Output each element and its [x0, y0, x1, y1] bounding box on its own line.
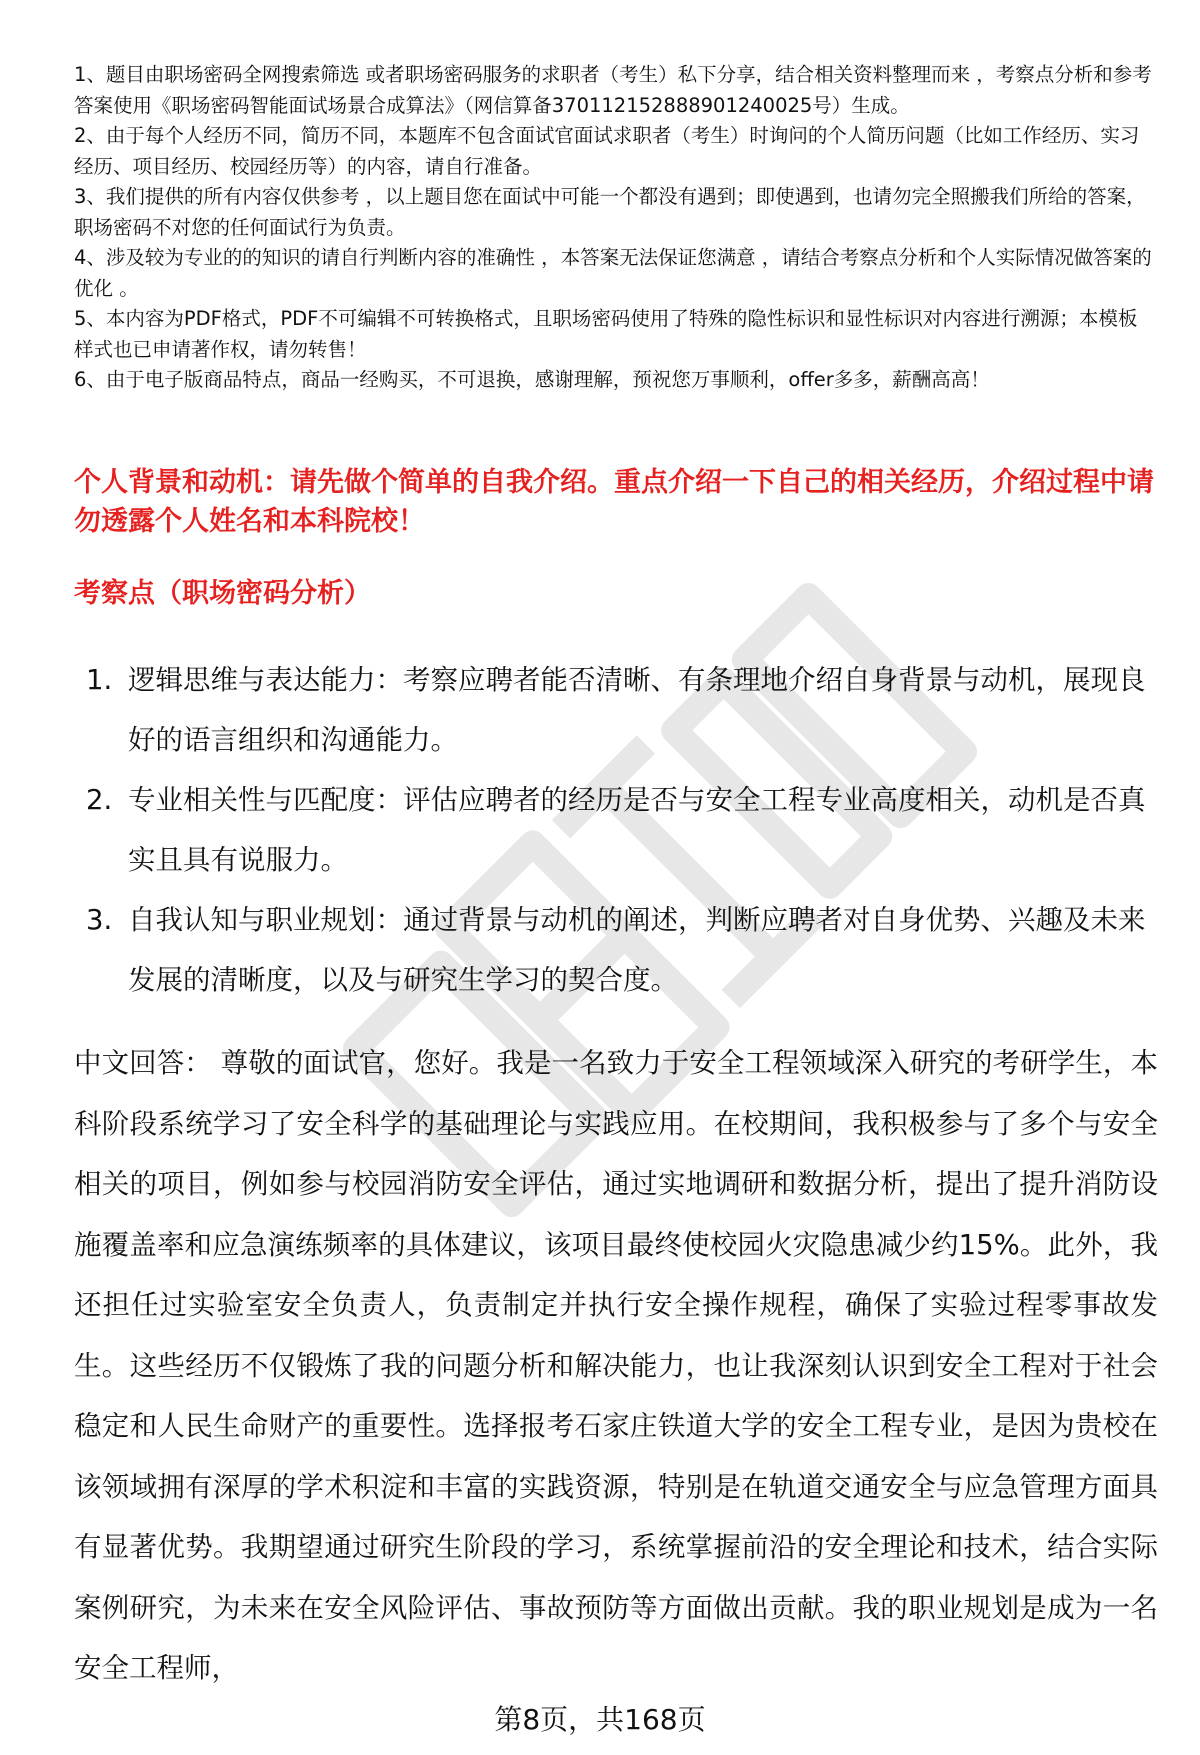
point-number: 3.: [86, 904, 113, 936]
point-number: 2.: [86, 784, 113, 816]
disclaimer-item-1: 1、题目由职场密码全网搜索筛选 或者职场密码服务的求职者（考生）私下分享，结合相关资料整理而来 ，考察点分析和参考答案使用《职场密码智能面试场景合成算法》（网信算备370112152888901240025号）生成。: [74, 63, 1152, 117]
point-text: 专业相关性与匹配度：评估应聘者的经历是否与安全工程专业高度相关，动机是否真实且具有说服力。: [128, 784, 1146, 876]
disclaimer-item-2: 2、由于每个人经历不同，简历不同，本题库不包含面试官面试求职者（考生）时询问的个人简历问题（比如工作经历、实习经历、项目经历、校园经历等）的内容，请自行准备。: [74, 124, 1140, 178]
point-text: 逻辑思维与表达能力：考察应聘者能否清晰、有条理地介绍自身背景与动机，展现良好的语言组织和沟通能力。: [128, 664, 1146, 756]
disclaimer-item-4: 4、涉及较为专业的的知识的请自行判断内容的准确性 ，本答案无法保证您满意 ，请结合考察点分析和个人实际情况做答案的优化 。: [74, 246, 1152, 300]
point-number: 1.: [86, 664, 113, 696]
disclaimer-item-5: 5、本内容为PDF格式，PDF不可编辑不可转换格式，且职场密码使用了特殊的隐性标识和显性标识对内容进行溯源；本模板样式也已申请著作权，请勿转售！: [74, 307, 1138, 361]
point-text: 自我认知与职业规划：通过背景与动机的阐述，判断应聘者对自身优势、兴趣及未来发展的清晰度，以及与研究生学习的契合度。: [128, 904, 1146, 996]
disclaimer-item-3: 3、我们提供的所有内容仅供参考 ，以上题目您在面试中可能一个都没有遇到；即使遇到，也请勿完全照搬我们所给的答案，职场密码不对您的任何面试行为负责。: [74, 185, 1146, 239]
analysis-point: [74, 890, 1154, 1010]
analysis-point: [74, 770, 1154, 890]
analysis-points-list: [74, 650, 1154, 1010]
page-number: 第8页，共168页: [494, 1703, 706, 1736]
analysis-title: 考察点（职场密码分析）: [74, 578, 371, 609]
disclaimer-item-6: 6、由于电子版商品特点，商品一经购买，不可退换，感谢理解，预祝您万事顺利，offer多多，薪酬高高！: [74, 368, 990, 391]
analysis-point: [74, 650, 1154, 770]
disclaimer-notes: [74, 60, 1154, 396]
interview-question: 个人背景和动机：请先做个简单的自我介绍。重点介绍一下自己的相关经历，介绍过程中请勿透露个人姓名和本科院校！: [74, 467, 1154, 537]
chinese-answer: 中文回答： 尊敬的面试官，您好。我是一名致力于安全工程领域深入研究的考研学生，本科阶段系统学习了安全科学的基础理论与实践应用。在校期间，我积极参与了多个与安全相关的项目，例如参与校园消防安全评估，通过实地调研和数据分析，提出了提升消防设施覆盖率和应急演练频率的具体建议，该项目最终使校园火灾隐患减少约15%。此外，我还担任过实验室安全负责人，负责制定并执行安全操作规程，确保了实验过程零事故发生。这些经历不仅锻炼了我的问题分析和解决能力，也让我深刻认识到安全工程对于社会稳定和人民生命财产的重要性。选择报考石家庄铁道大学的安全工程专业，是因为贵校在该领域拥有深厚的学术积淀和丰富的实践资源，特别是在轨道交通安全与应急管理方面具有显著优势。我期望通过研究生阶段的学习，系统掌握前沿的安全理论和技术，结合实际案例研究，为未来在安全风险评估、事故预防等方面做出贡献。我的职业规划是成为一名安全工程师，: [74, 1047, 1158, 1684]
